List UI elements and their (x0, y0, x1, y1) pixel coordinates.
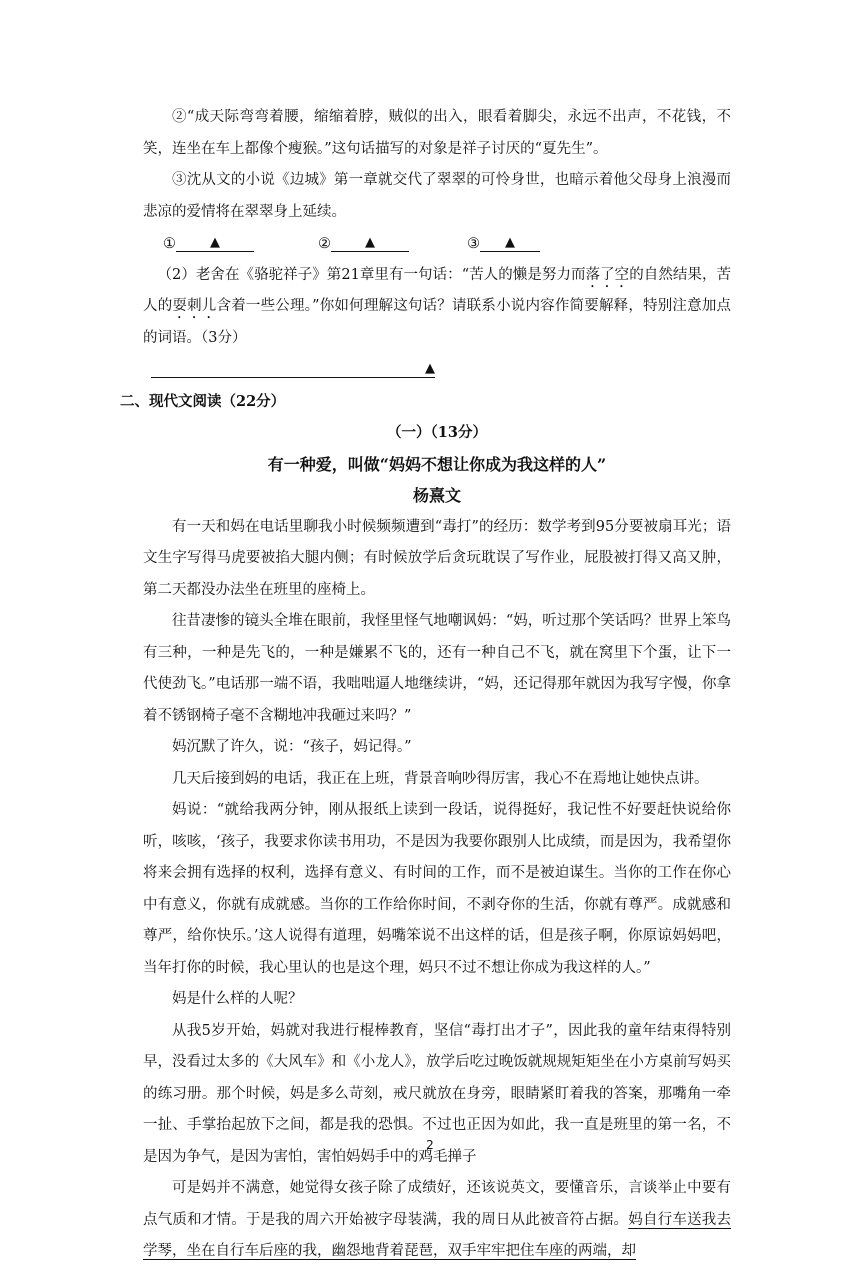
answer-3 (467, 235, 540, 252)
section-heading: 二、现代文阅读（22分） (120, 392, 286, 410)
question-2: （2）老舍在《骆驼祥子》第21章里有一句话：“苦人的懒是努力而落了空的自然结果，苦人的耍刺儿含着一些公理。”你如何理解这句话？请联系小说内容作简要解释，特别注意加点的词语。（3分） (143, 266, 732, 346)
dotted-word-1: 落了空 (585, 266, 630, 283)
q1-item-3: ③沈从文的小说《边城》第一章就交代了翠翠的可怜身世，也暗示着他父母身上浪漫而悲凉的爱情将在翠翠身上延续。 (143, 172, 731, 220)
answer-2 (318, 235, 409, 252)
answer-3-number: ③ (467, 235, 480, 252)
paragraph-3: 妈沉默了许久，说：“孩子，妈记得。” (172, 739, 412, 755)
answer-2-blank[interactable]: ▲ (331, 235, 409, 252)
q1-answer-row (143, 228, 731, 260)
q2-answer-line (143, 354, 731, 386)
article-author: 杨熹文 (412, 486, 461, 505)
paragraph-7: 从我5岁开始，妈就对我进行棍棒教育，坚信“毒打出才子”，因此我的童年结束得特别早，没看过太多的《大风车》和《小龙人》，放学后吃过晚饭就规规矩矩坐在小方桌前写妈买的练习册。那个时候，妈是多么苛刻，戒尺就放在身旁，眼睛紧盯着我的答案，那嘴角一牵一扯、手掌抬起放下之间，都是我的恐惧。不过也正因为如此，我一直是班里的第一名，不是因为争气，是因为害怕，害怕妈妈手中的鸡毛掸子 (143, 1022, 731, 1165)
q1-item-2: ②“成天际弯弯着腰，缩缩着脖，贼似的出入，眼看着脚尖，永远不出声，不花钱，不笑，连坐在车上都像个瘦猴。”这句话描写的对象是祥子讨厌的“夏先生”。 (143, 109, 731, 157)
sub-section-heading: （一）（13分） (387, 424, 487, 441)
answer-3-blank[interactable]: ▲ (480, 235, 540, 252)
dotted-word-2: 耍刺儿 (172, 298, 217, 314)
q2-answer-blank[interactable]: ▲ (151, 361, 435, 378)
paragraph-8: 可是妈并不满意，她觉得女孩子除了成绩好，还该说英文，要懂音乐，言谈举止中要有点气质和才情。于是我的周六开始被字母装满，我的周日从此被音符占据。妈自行车送我去学琴，坐在自行车后座的我，幽怨地背着琵琶，双手牢牢把住车座的两端，却 (143, 1180, 732, 1259)
page-number: 2 (426, 1138, 434, 1152)
answer-1 (163, 235, 254, 252)
paragraph-6: 妈是什么样的人呢？ (172, 991, 303, 1007)
page-content (120, 102, 732, 1268)
article-title: 有一种爱，叫做“妈妈不想让你成为我这样的人” (267, 454, 607, 474)
paragraph-4: 几天后接到妈的电话，我正在上班，背景音响吵得厉害，我心不在焉地让她快点讲。 (172, 770, 709, 787)
paragraph-2: 往昔凄惨的镜头全堆在眼前，我怪里怪气地嘲讽妈：“妈，听过那个笑话吗？世界上笨鸟有三种，一种是先飞的，一种是嫌累不飞的，还有一种自己不飞，就在窝里下个蛋，让下一代使劲飞。”电话那一端不语，我咄咄逼人地继续讲，“妈，还记得那年就因为我写字慢，你拿着不锈钢椅子毫不含糊地冲我砸过来吗？” (143, 613, 731, 724)
answer-1-number: ① (163, 235, 176, 252)
paragraph-5: 妈说：“就给我两分钟，刚从报纸上读到一段话，说得挺好，我记性不好要赶快说给你听，咳咳，‘孩子，我要求你读书用功，不是因为我要你跟别人比成绩，而是因为，我希望你将来会拥有选择的权利，选择有意义、有时间的工作，而不是被迫谋生。当你的工作在你心中有意义，你就有成就感。当你的工作给你时间，不剥夺你的生活，你就有尊严。成就感和尊严，给你快乐。’这人说得有道理，妈嘴笨说不出这样的话，但是孩子啊，你原谅妈妈吧，当年打你的时候，我心里认的也是这个理，妈只不过不想让你成为我这样的人。” (143, 802, 731, 976)
answer-2-number: ② (318, 235, 331, 252)
paragraph-1: 有一天和妈在电话里聊我小时候频频遭到“毒打”的经历：数学考到95分要被扇耳光；语文生字写得马虎要被掐大腿内侧；有时候放学后贪玩耽误了写作业，屁股被打得又高又肿，第二天都没办法坐在班里的座椅上。 (143, 518, 731, 598)
underlined-sentence: 妈自行车送我去学琴，坐在自行车后座的我，幽怨地背着琵琶，双手牢牢把住车座的两端，却 (143, 1211, 732, 1259)
answer-1-blank[interactable]: ▲ (176, 235, 254, 252)
